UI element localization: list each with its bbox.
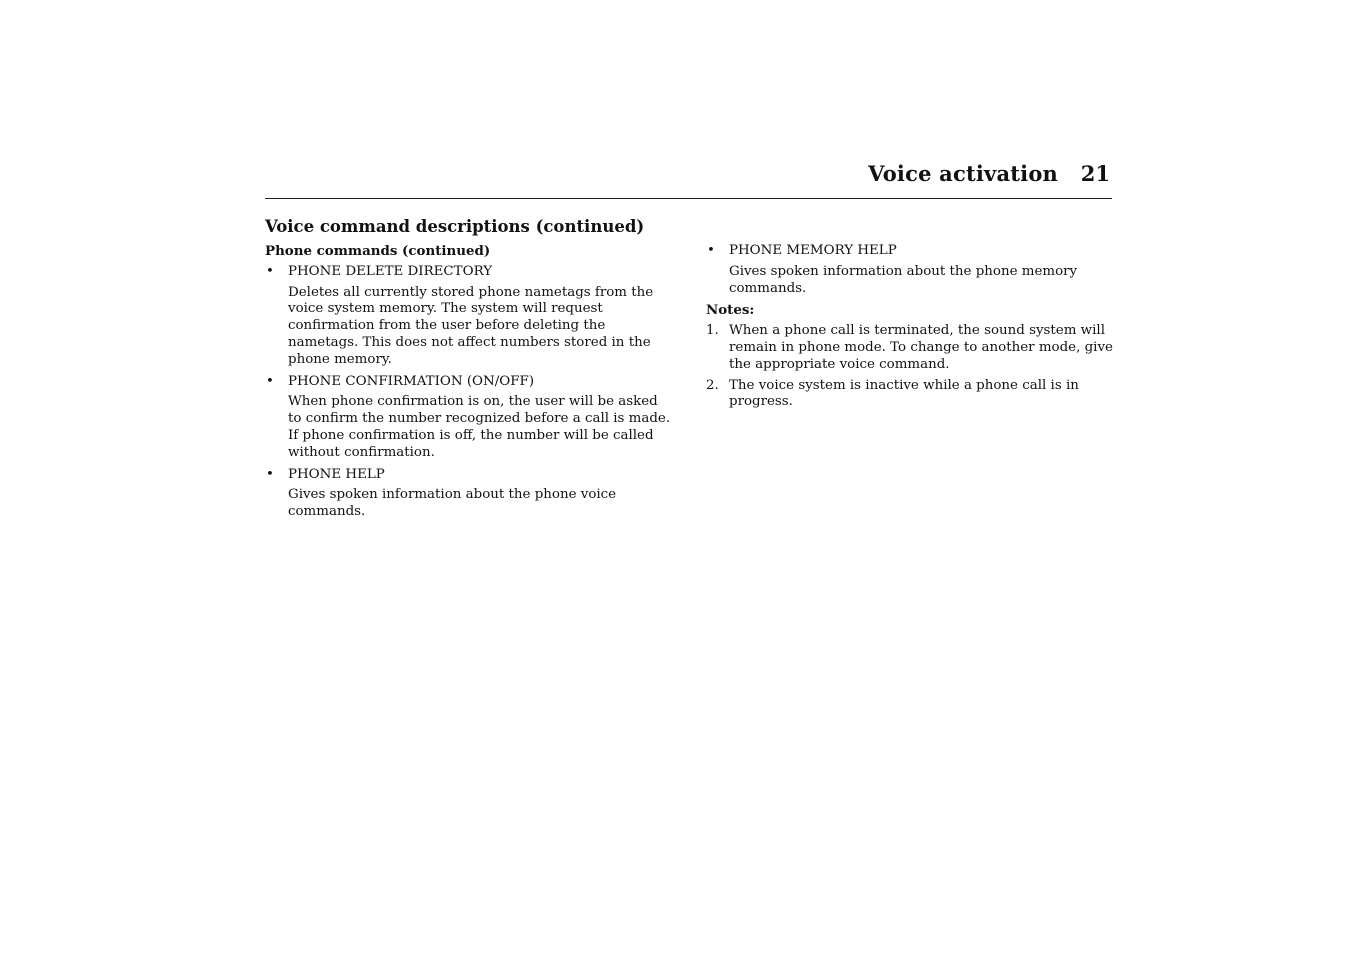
left-column	[265, 216, 675, 526]
right-column	[706, 243, 1116, 415]
note-item	[706, 378, 1116, 412]
command-item-phone-help	[265, 467, 675, 484]
command-name: PHONE CONFIRMATION (ON/OFF)	[288, 373, 535, 389]
command-description: When phone confirmation is on, the user will be asked to confirm the number recognized before a call is made. If phone confirmation is off, the number will be called without confirmation.	[288, 394, 671, 460]
command-name: PHONE MEMORY HELP	[729, 243, 897, 258]
command-item-phone-delete-directory	[265, 264, 675, 281]
page-header	[265, 158, 1112, 199]
page-number: 21	[1080, 161, 1110, 186]
note-number: 2.	[706, 377, 719, 393]
command-name: PHONE HELP	[288, 466, 385, 482]
command-description: Gives spoken information about the phone voice commands.	[288, 487, 617, 520]
bullet-icon: •	[266, 466, 274, 482]
note-number: 1.	[706, 323, 719, 339]
command-description: Deletes all currently stored phone nametags from the voice system memory. The system will request confirmation from the user before deleting the nametags. This does not affect numbers stored in the phone memory.	[288, 284, 654, 367]
note-text: The voice system is inactive while a phone call is in progress.	[729, 377, 1079, 410]
bullet-icon: •	[266, 263, 274, 279]
note-item	[706, 323, 1116, 373]
section-title: Voice command descriptions (continued)	[265, 217, 645, 236]
note-text: When a phone call is terminated, the sound system will remain in phone mode. To change to another mode, give the appropriate voice command.	[729, 323, 1113, 372]
bullet-icon: •	[707, 243, 715, 258]
command-item-phone-confirmation	[265, 374, 675, 391]
command-item-phone-memory-help	[706, 243, 1116, 260]
command-name: PHONE DELETE DIRECTORY	[288, 263, 493, 279]
bullet-icon: •	[266, 373, 274, 389]
command-description: Gives spoken information about the phone memory commands.	[729, 263, 1078, 296]
subsection-title: Phone commands (continued)	[265, 243, 491, 259]
page-title: Voice activation	[868, 161, 1058, 186]
notes-title: Notes:	[706, 302, 755, 319]
